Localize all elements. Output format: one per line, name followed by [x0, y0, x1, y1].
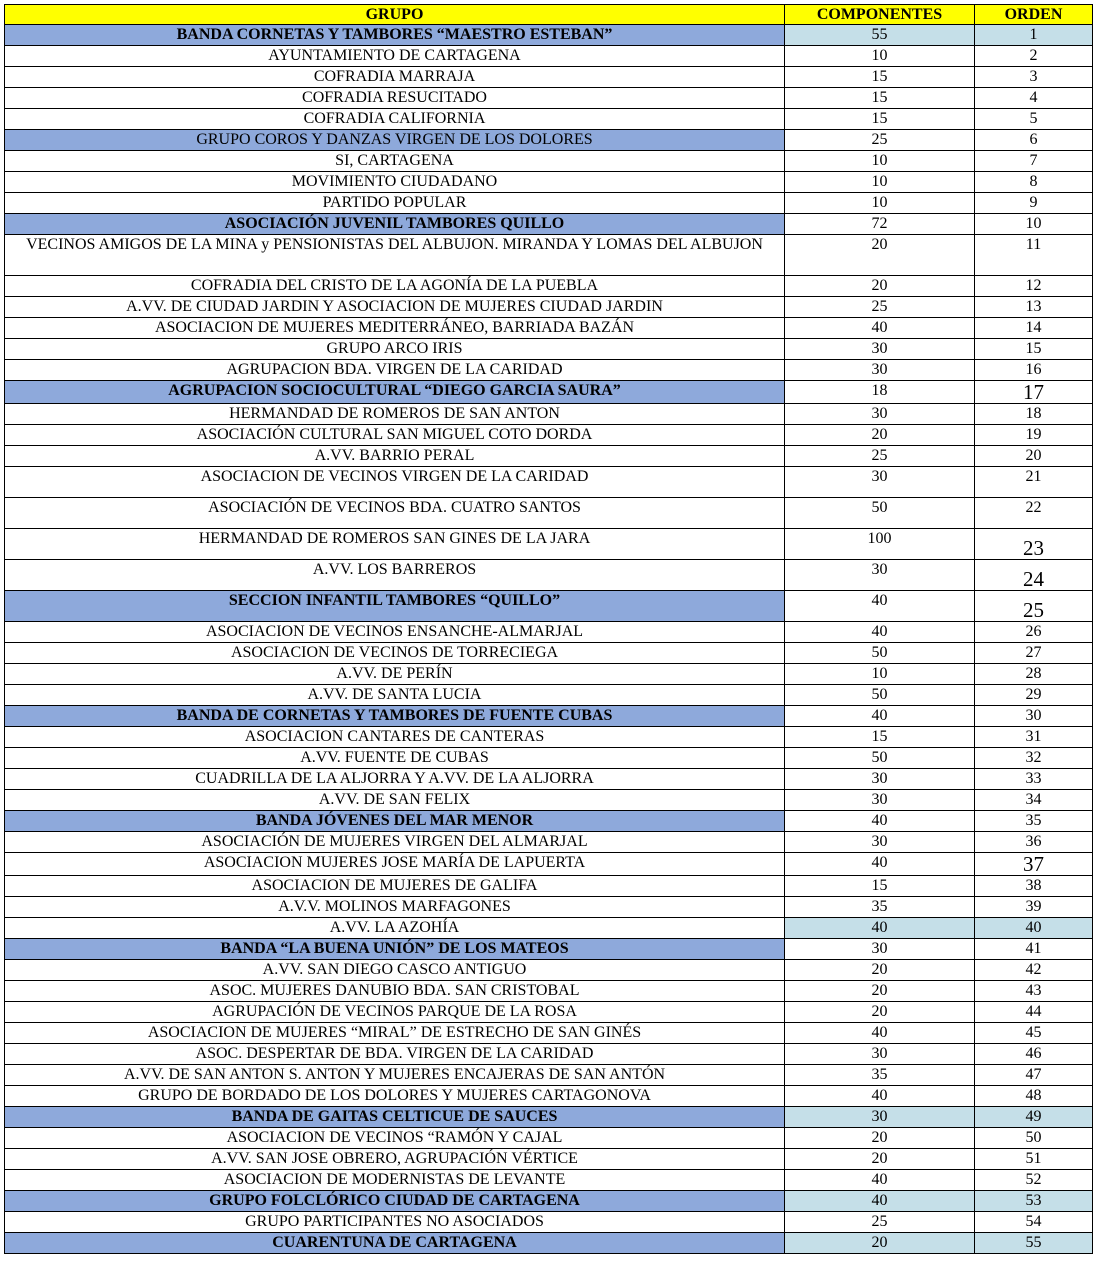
group-name-cell: A.V.V. MOLINOS MARFAGONES — [5, 897, 785, 918]
components-cell: 10 — [785, 664, 975, 685]
group-name-cell: ASOCIACION DE MODERNISTAS DE LEVANTE — [5, 1170, 785, 1191]
group-name-cell: ASOCIACION CANTARES DE CANTERAS — [5, 727, 785, 748]
components-cell: 50 — [785, 643, 975, 664]
table-row — [5, 151, 1093, 172]
table-row — [5, 748, 1093, 769]
components-cell: 20 — [785, 1149, 975, 1170]
order-cell: 9 — [975, 193, 1093, 214]
components-cell: 50 — [785, 748, 975, 769]
table-row — [5, 339, 1093, 360]
header-components: COMPONENTES — [785, 5, 975, 25]
table-row — [5, 1191, 1093, 1212]
components-cell: 20 — [785, 1002, 975, 1023]
order-cell: 22 — [975, 498, 1093, 529]
components-cell: 40 — [785, 1086, 975, 1107]
table-row — [5, 1002, 1093, 1023]
table-row — [5, 25, 1093, 46]
components-cell: 30 — [785, 1044, 975, 1065]
table-row — [5, 960, 1093, 981]
group-name-cell: HERMANDAD DE ROMEROS DE SAN ANTON — [5, 404, 785, 425]
table-row — [5, 1149, 1093, 1170]
order-cell: 43 — [975, 981, 1093, 1002]
order-cell: 26 — [975, 622, 1093, 643]
components-cell: 40 — [785, 622, 975, 643]
table-row — [5, 172, 1093, 193]
table-row — [5, 214, 1093, 235]
group-name-cell: PARTIDO POPULAR — [5, 193, 785, 214]
table-row — [5, 790, 1093, 811]
group-name-cell: COFRADIA MARRAJA — [5, 67, 785, 88]
table-row — [5, 1023, 1093, 1044]
table-row — [5, 1044, 1093, 1065]
table-row — [5, 1128, 1093, 1149]
group-name-cell: GRUPO COROS Y DANZAS VIRGEN DE LOS DOLORES — [5, 130, 785, 151]
table-row — [5, 46, 1093, 67]
components-cell: 30 — [785, 404, 975, 425]
components-cell: 10 — [785, 193, 975, 214]
order-cell: 4 — [975, 88, 1093, 109]
table-row — [5, 591, 1093, 622]
order-cell: 51 — [975, 1149, 1093, 1170]
group-name-cell: ASOC. DESPERTAR DE BDA. VIRGEN DE LA CARIDAD — [5, 1044, 785, 1065]
table-body — [5, 25, 1093, 1254]
group-name-cell: ASOCIACION MUJERES JOSE MARÍA DE LAPUERTA — [5, 853, 785, 876]
group-name-cell: ASOCIACION DE VECINOS ENSANCHE-ALMARJAL — [5, 622, 785, 643]
components-cell: 20 — [785, 235, 975, 276]
order-cell: 40 — [975, 918, 1093, 939]
order-cell: 7 — [975, 151, 1093, 172]
table-row — [5, 897, 1093, 918]
group-name-cell: A.VV. SAN JOSE OBRERO, AGRUPACIÓN VÉRTICE — [5, 1149, 785, 1170]
group-name-cell: CUADRILLA DE LA ALJORRA Y A.VV. DE LA ALJORRA — [5, 769, 785, 790]
group-name-cell: A.VV. DE SANTA LUCIA — [5, 685, 785, 706]
group-name-cell: VECINOS AMIGOS DE LA MINA y PENSIONISTAS DEL ALBUJON. MIRANDA Y LOMAS DEL ALBUJON — [5, 235, 785, 276]
group-name-cell: ASOCIACIÓN DE MUJERES VIRGEN DEL ALMARJAL — [5, 832, 785, 853]
order-cell: 42 — [975, 960, 1093, 981]
components-cell: 30 — [785, 360, 975, 381]
order-cell: 50 — [975, 1128, 1093, 1149]
group-name-cell: A.VV. SAN DIEGO CASCO ANTIGUO — [5, 960, 785, 981]
order-cell: 38 — [975, 876, 1093, 897]
components-cell: 15 — [785, 109, 975, 130]
group-name-cell: COFRADIA DEL CRISTO DE LA AGONÍA DE LA PUEBLA — [5, 276, 785, 297]
group-name-cell: A.VV. BARRIO PERAL — [5, 446, 785, 467]
order-cell: 52 — [975, 1170, 1093, 1191]
order-cell: 11 — [975, 235, 1093, 276]
order-cell: 13 — [975, 297, 1093, 318]
group-name-cell: A.VV. DE CIUDAD JARDIN Y ASOCIACION DE MUJERES CIUDAD JARDIN — [5, 297, 785, 318]
group-name-cell: AGRUPACIÓN DE VECINOS PARQUE DE LA ROSA — [5, 1002, 785, 1023]
components-cell: 15 — [785, 67, 975, 88]
group-name-cell: ASOCIACION DE MUJERES MEDITERRÁNEO, BARRIADA BAZÁN — [5, 318, 785, 339]
table-row — [5, 276, 1093, 297]
table-row — [5, 622, 1093, 643]
components-cell: 30 — [785, 1107, 975, 1128]
components-cell: 20 — [785, 1128, 975, 1149]
table-row — [5, 130, 1093, 151]
group-name-cell: COFRADIA CALIFORNIA — [5, 109, 785, 130]
table-row — [5, 529, 1093, 560]
order-cell: 19 — [975, 425, 1093, 446]
components-cell: 25 — [785, 130, 975, 151]
components-cell: 10 — [785, 172, 975, 193]
order-cell: 32 — [975, 748, 1093, 769]
group-name-cell: A.VV. LA AZOHÍA — [5, 918, 785, 939]
group-name-cell: BANDA DE GAITAS CELTICUE DE SAUCES — [5, 1107, 785, 1128]
group-name-cell: AGRUPACION BDA. VIRGEN DE LA CARIDAD — [5, 360, 785, 381]
table-row — [5, 769, 1093, 790]
order-cell: 41 — [975, 939, 1093, 960]
table-row — [5, 664, 1093, 685]
table-row — [5, 1212, 1093, 1233]
components-cell: 55 — [785, 25, 975, 46]
participants-table — [4, 4, 1093, 1254]
table-row — [5, 498, 1093, 529]
group-name-cell: ASOCIACION DE VECINOS VIRGEN DE LA CARIDAD — [5, 467, 785, 498]
table-row — [5, 467, 1093, 498]
group-name-cell: BANDA CORNETAS Y TAMBORES “MAESTRO ESTEBAN” — [5, 25, 785, 46]
table-row — [5, 560, 1093, 591]
components-cell: 30 — [785, 832, 975, 853]
table-row — [5, 832, 1093, 853]
table-row — [5, 360, 1093, 381]
group-name-cell: ASOCIACION DE MUJERES DE GALIFA — [5, 876, 785, 897]
group-name-cell: A.VV. LOS BARREROS — [5, 560, 785, 591]
group-name-cell: MOVIMIENTO CIUDADANO — [5, 172, 785, 193]
components-cell: 30 — [785, 560, 975, 591]
order-cell: 48 — [975, 1086, 1093, 1107]
components-cell: 15 — [785, 727, 975, 748]
components-cell: 20 — [785, 276, 975, 297]
components-cell: 40 — [785, 1170, 975, 1191]
order-cell: 15 — [975, 339, 1093, 360]
group-name-cell: A.VV. DE SAN FELIX — [5, 790, 785, 811]
order-cell: 37 — [975, 853, 1093, 876]
order-cell: 20 — [975, 446, 1093, 467]
components-cell: 35 — [785, 1065, 975, 1086]
order-cell: 49 — [975, 1107, 1093, 1128]
group-name-cell: GRUPO PARTICIPANTES NO ASOCIADOS — [5, 1212, 785, 1233]
components-cell: 15 — [785, 876, 975, 897]
table-row — [5, 1086, 1093, 1107]
group-name-cell: BANDA “LA BUENA UNIÓN” DE LOS MATEOS — [5, 939, 785, 960]
components-cell: 30 — [785, 769, 975, 790]
group-name-cell: SECCION INFANTIL TAMBORES “QUILLO” — [5, 591, 785, 622]
table-row — [5, 727, 1093, 748]
components-cell: 50 — [785, 685, 975, 706]
components-cell: 35 — [785, 897, 975, 918]
participants-table-container — [4, 4, 1093, 1254]
components-cell: 100 — [785, 529, 975, 560]
components-cell: 20 — [785, 1233, 975, 1254]
components-cell: 40 — [785, 853, 975, 876]
order-cell: 39 — [975, 897, 1093, 918]
group-name-cell: ASOCIACION DE MUJERES “MIRAL” DE ESTRECHO DE SAN GINÉS — [5, 1023, 785, 1044]
components-cell: 40 — [785, 318, 975, 339]
order-cell: 6 — [975, 130, 1093, 151]
group-name-cell: BANDA JÓVENES DEL MAR MENOR — [5, 811, 785, 832]
order-cell: 30 — [975, 706, 1093, 727]
group-name-cell: ASOCIACIÓN DE VECINOS BDA. CUATRO SANTOS — [5, 498, 785, 529]
order-cell: 8 — [975, 172, 1093, 193]
group-name-cell: SI, CARTAGENA — [5, 151, 785, 172]
components-cell: 30 — [785, 790, 975, 811]
table-row — [5, 318, 1093, 339]
group-name-cell: GRUPO FOLCLÓRICO CIUDAD DE CARTAGENA — [5, 1191, 785, 1212]
order-cell: 12 — [975, 276, 1093, 297]
table-row — [5, 918, 1093, 939]
components-cell: 40 — [785, 811, 975, 832]
order-cell: 23 — [975, 529, 1093, 560]
group-name-cell: AGRUPACION SOCIOCULTURAL “DIEGO GARCIA SAURA” — [5, 381, 785, 404]
group-name-cell: GRUPO ARCO IRIS — [5, 339, 785, 360]
table-row — [5, 193, 1093, 214]
table-row — [5, 643, 1093, 664]
table-row — [5, 1170, 1093, 1191]
order-cell: 5 — [975, 109, 1093, 130]
components-cell: 20 — [785, 981, 975, 1002]
order-cell: 3 — [975, 67, 1093, 88]
table-row — [5, 811, 1093, 832]
components-cell: 40 — [785, 918, 975, 939]
order-cell: 45 — [975, 1023, 1093, 1044]
group-name-cell: ASOCIACION DE VECINOS DE TORRECIEGA — [5, 643, 785, 664]
order-cell: 2 — [975, 46, 1093, 67]
components-cell: 40 — [785, 706, 975, 727]
order-cell: 36 — [975, 832, 1093, 853]
table-row — [5, 876, 1093, 897]
table-row — [5, 981, 1093, 1002]
table-row — [5, 1065, 1093, 1086]
components-cell: 10 — [785, 151, 975, 172]
order-cell: 44 — [975, 1002, 1093, 1023]
table-row — [5, 1233, 1093, 1254]
order-cell: 53 — [975, 1191, 1093, 1212]
order-cell: 18 — [975, 404, 1093, 425]
table-row — [5, 1107, 1093, 1128]
table-row — [5, 939, 1093, 960]
order-cell: 1 — [975, 25, 1093, 46]
group-name-cell: ASOCIACIÓN CULTURAL SAN MIGUEL COTO DORDA — [5, 425, 785, 446]
components-cell: 30 — [785, 339, 975, 360]
table-row — [5, 88, 1093, 109]
components-cell: 30 — [785, 939, 975, 960]
order-cell: 33 — [975, 769, 1093, 790]
table-row — [5, 235, 1093, 276]
group-name-cell: HERMANDAD DE ROMEROS SAN GINES DE LA JARA — [5, 529, 785, 560]
group-name-cell: GRUPO DE BORDADO DE LOS DOLORES Y MUJERES CARTAGONOVA — [5, 1086, 785, 1107]
order-cell: 16 — [975, 360, 1093, 381]
components-cell: 20 — [785, 425, 975, 446]
order-cell: 54 — [975, 1212, 1093, 1233]
table-row — [5, 425, 1093, 446]
components-cell: 25 — [785, 297, 975, 318]
table-row — [5, 297, 1093, 318]
group-name-cell: A.VV. FUENTE DE CUBAS — [5, 748, 785, 769]
group-name-cell: ASOCIACIÓN JUVENIL TAMBORES QUILLO — [5, 214, 785, 235]
components-cell: 15 — [785, 88, 975, 109]
components-cell: 10 — [785, 46, 975, 67]
table-row — [5, 853, 1093, 876]
order-cell: 10 — [975, 214, 1093, 235]
group-name-cell: A.VV. DE SAN ANTON S. ANTON Y MUJERES ENCAJERAS DE SAN ANTÓN — [5, 1065, 785, 1086]
table-row — [5, 446, 1093, 467]
components-cell: 40 — [785, 1023, 975, 1044]
order-cell: 34 — [975, 790, 1093, 811]
order-cell: 21 — [975, 467, 1093, 498]
table-row — [5, 381, 1093, 404]
table-row — [5, 685, 1093, 706]
group-name-cell: ASOCIACION DE VECINOS “RAMÓN Y CAJAL — [5, 1128, 785, 1149]
components-cell: 40 — [785, 1191, 975, 1212]
order-cell: 14 — [975, 318, 1093, 339]
group-name-cell: BANDA DE CORNETAS Y TAMBORES DE FUENTE CUBAS — [5, 706, 785, 727]
components-cell: 18 — [785, 381, 975, 404]
components-cell: 25 — [785, 1212, 975, 1233]
components-cell: 20 — [785, 960, 975, 981]
group-name-cell: ASOC. MUJERES DANUBIO BDA. SAN CRISTOBAL — [5, 981, 785, 1002]
components-cell: 40 — [785, 591, 975, 622]
order-cell: 55 — [975, 1233, 1093, 1254]
group-name-cell: COFRADIA RESUCITADO — [5, 88, 785, 109]
table-row — [5, 67, 1093, 88]
order-cell: 46 — [975, 1044, 1093, 1065]
components-cell: 50 — [785, 498, 975, 529]
order-cell: 17 — [975, 381, 1093, 404]
table-row — [5, 109, 1093, 130]
order-cell: 35 — [975, 811, 1093, 832]
order-cell: 47 — [975, 1065, 1093, 1086]
order-cell: 28 — [975, 664, 1093, 685]
table-row — [5, 706, 1093, 727]
order-cell: 29 — [975, 685, 1093, 706]
group-name-cell: CUARENTUNA DE CARTAGENA — [5, 1233, 785, 1254]
components-cell: 30 — [785, 467, 975, 498]
order-cell: 24 — [975, 560, 1093, 591]
header-order: ORDEN — [975, 5, 1093, 25]
header-row — [5, 5, 1093, 25]
group-name-cell: AYUNTAMIENTO DE CARTAGENA — [5, 46, 785, 67]
components-cell: 25 — [785, 446, 975, 467]
order-cell: 31 — [975, 727, 1093, 748]
group-name-cell: A.VV. DE PERÍN — [5, 664, 785, 685]
order-cell: 25 — [975, 591, 1093, 622]
components-cell: 72 — [785, 214, 975, 235]
table-row — [5, 404, 1093, 425]
header-group: GRUPO — [5, 5, 785, 25]
order-cell: 27 — [975, 643, 1093, 664]
